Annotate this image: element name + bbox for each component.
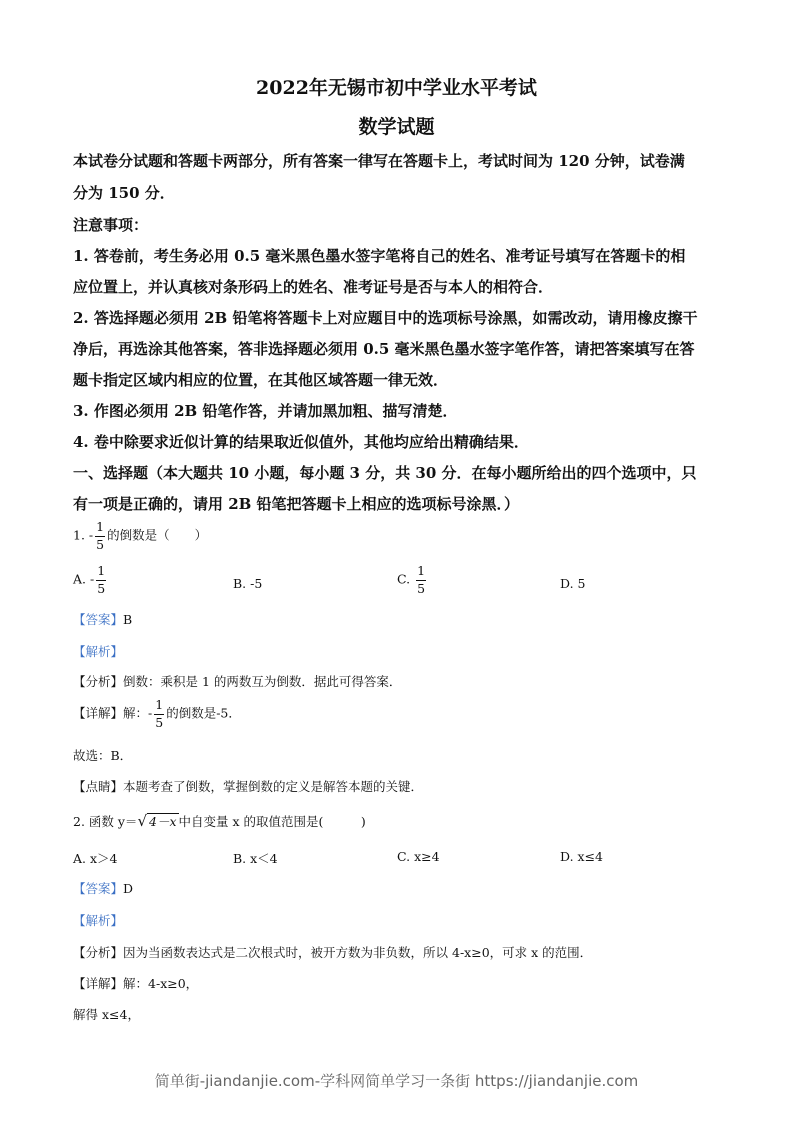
q1-xiangjie-prefix: 解：- <box>123 705 153 721</box>
q2-fenxi-tag: 【分析】 <box>73 945 124 960</box>
notice-1-line-2: 应位置上，并认真核对条形码上的姓名、准考证号是否与本人的相符合． <box>73 278 554 296</box>
q1-prefix: 1. - <box>73 527 94 543</box>
q1-option-c-num: 1 <box>417 563 426 578</box>
q1-choose: 故选：B． <box>73 748 133 763</box>
question-2 <box>73 812 366 830</box>
page-footer: 简单街-jiandanjie.com-学科网简单学习一条街 https://jiandanjie.com <box>154 1072 639 1090</box>
q2-xiangjie <box>73 974 198 992</box>
q1-fenxi-text: 倒数：乘积是 1 的两数互为倒数．据此可得答案． <box>123 674 402 689</box>
notice-2-line-2: 净后，再选涂其他答案，答非选择题必须用 0.5 毫米黑色墨水签字笔作答，请把答案填写在答 <box>73 340 695 358</box>
q1-option-c <box>397 565 428 595</box>
q2-sqrt: √ 4－x <box>137 812 177 830</box>
q1-option-a-label: A. - <box>73 571 95 587</box>
q1-frac-den: 5 <box>96 536 105 552</box>
q1-option-c-den: 5 <box>417 580 426 596</box>
q2-answer <box>73 879 133 897</box>
q2-answer-tag: 【答案】 <box>73 881 124 896</box>
q2-analysis-tag: 【解析】 <box>73 913 124 928</box>
q2-suffix: 中自变量 x 的取值范围是( ) <box>178 814 366 829</box>
q2-xiangjie-tag: 【详解】 <box>73 976 124 991</box>
q1-suffix: 的倒数是（ ） <box>107 527 208 543</box>
q2-radicand: 4－x <box>149 814 177 829</box>
q1-option-a-fraction <box>96 565 106 595</box>
notice-1-line-1: 1. 答卷前，考生务必用 0.5 毫米黑色墨水签字笔将自己的姓名、准考证号填写在答题卡的相 <box>73 247 686 265</box>
q1-option-a <box>73 565 108 595</box>
q1-xiangjie-tag: 【详解】 <box>73 705 124 721</box>
q1-xiangjie <box>73 699 241 729</box>
q1-frac-num: 1 <box>96 519 105 534</box>
q1-option-a-den: 5 <box>97 580 106 596</box>
q1-option-a-num: 1 <box>97 563 106 578</box>
q1-dianjing-tag: 【点睛】 <box>73 779 124 794</box>
question-1 <box>73 521 207 551</box>
notice-4: 4. 卷中除要求近似计算的结果取近似值外，其他均应给出精确结果． <box>73 433 529 451</box>
intro-line-2: 分为 150 分． <box>73 184 175 202</box>
q1-option-c-fraction <box>416 565 426 595</box>
q1-dianjing <box>73 777 423 795</box>
q1-xiangjie-den: 5 <box>155 714 164 730</box>
q2-option-d: D. x≤4 <box>560 849 603 864</box>
q1-option-b: B. -5 <box>233 576 263 591</box>
q2-result: 解得 x≤4， <box>73 1007 140 1022</box>
q1-xiangjie-suffix: 的倒数是-5． <box>166 705 241 721</box>
q1-option-d: D. 5 <box>560 576 586 591</box>
page-subtitle: 数学试题 <box>358 116 435 138</box>
q1-dianjing-text: 本题考查了倒数，掌握倒数的定义是解答本题的关键． <box>123 779 424 794</box>
intro-line-1: 本试卷分试题和答题卡两部分，所有答案一律写在答题卡上，考试时间为 120 分钟，试卷满 <box>73 152 685 170</box>
q1-fraction <box>95 521 105 551</box>
notice-3: 3. 作图必须用 2B 铅笔作答，并请加黑加粗、描写清楚． <box>73 402 458 420</box>
q2-option-c: C. x≥4 <box>397 849 440 864</box>
q2-fenxi <box>73 943 592 961</box>
q1-answer-tag: 【答案】 <box>73 612 124 627</box>
q1-answer <box>73 610 132 628</box>
q1-xiangjie-num: 1 <box>155 697 164 712</box>
notice-2-line-1: 2. 答选择题必须用 2B 铅笔将答题卡上对应题目中的选项标号涂黑，如需改动，请用橡皮擦干 <box>73 309 698 327</box>
q2-xiangjie-text: 解：4-x≥0， <box>123 976 199 991</box>
q2-option-a: A. x＞4 <box>73 851 118 866</box>
q2-option-b: B. x＜4 <box>233 851 278 866</box>
q1-fenxi-tag: 【分析】 <box>73 674 124 689</box>
notice-2-line-3: 题卡指定区域内相应的位置，在其他区域答题一律无效． <box>73 371 449 389</box>
section-heading-line-1: 一、选择题（本大题共 10 小题，每小题 3 分，共 30 分．在每小题所给出的四个选项中，只 <box>73 464 697 482</box>
page-title: 2022年无锡市初中学业水平考试 <box>256 77 537 99</box>
q1-analysis-tag: 【解析】 <box>73 644 124 659</box>
q2-prefix: 2. 函数 y＝ <box>73 814 138 829</box>
q1-fenxi <box>73 672 401 690</box>
q1-answer-value: B <box>123 612 133 627</box>
notice-heading: 注意事项： <box>73 216 149 234</box>
q2-fenxi-text: 因为当函数表达式是二次根式时，被开方数为非负数，所以 4-x≥0，可求 x 的范围． <box>123 945 593 960</box>
q2-answer-value: D <box>123 881 134 896</box>
section-heading-line-2: 有一项是正确的，请用 2B 铅笔把答题卡上相应的选项标号涂黑．） <box>73 495 520 513</box>
q1-xiangjie-fraction <box>154 699 164 729</box>
q1-option-c-label: C. <box>397 571 411 587</box>
